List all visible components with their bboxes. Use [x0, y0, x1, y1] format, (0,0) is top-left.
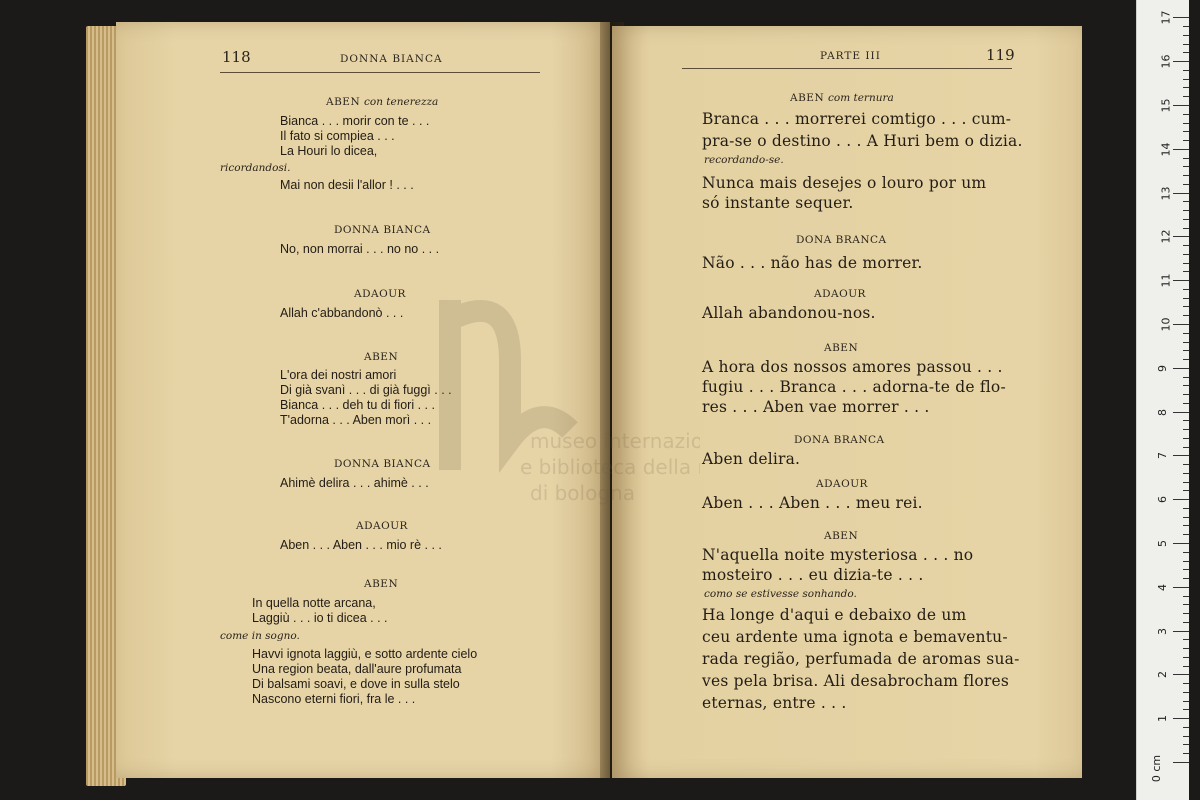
ruler-tick	[1183, 508, 1189, 509]
ruler-tick	[1183, 96, 1189, 97]
stage-direction: como se estivesse sonhando.	[704, 588, 857, 600]
ruler-tick	[1183, 52, 1189, 53]
right-page	[612, 26, 1082, 778]
stage-direction: ricordandosi.	[220, 162, 291, 174]
ruler-tick	[1183, 219, 1189, 220]
speaker-label: ABEN con tenerezza	[326, 96, 439, 108]
ruler-tick	[1183, 525, 1189, 526]
ruler-tick	[1183, 79, 1189, 80]
ruler-tick	[1183, 228, 1189, 229]
speaker-label: ADAOUR	[356, 520, 408, 532]
ruler-tick	[1183, 359, 1189, 360]
ruler-tick	[1183, 131, 1189, 132]
ruler-tick	[1183, 736, 1189, 737]
ruler-tick	[1183, 648, 1189, 649]
ruler-number: 4	[1156, 583, 1169, 591]
ruler-tick	[1173, 105, 1189, 106]
ruler-tick	[1183, 692, 1189, 693]
ruler-number: 15	[1159, 98, 1173, 113]
prose-line: Branca . . . morrerei comtigo . . . cum-	[702, 110, 1012, 128]
left-page-number: 118	[222, 48, 251, 66]
ruler-tick	[1183, 254, 1189, 255]
ruler-tick	[1183, 447, 1189, 448]
verse-line: In quella notte arcana,	[252, 596, 376, 610]
speaker-label: DONA BRANCA	[794, 434, 885, 446]
ruler-tick	[1183, 315, 1189, 316]
prose-line: mosteiro . . . eu dizia-te . . .	[702, 566, 924, 584]
ruler-tick	[1173, 674, 1189, 675]
ruler-tick	[1183, 350, 1189, 351]
ruler-tick	[1183, 657, 1189, 658]
ruler-tick	[1183, 210, 1189, 211]
ruler-number: 6	[1156, 496, 1169, 504]
stage-direction: recordando-se.	[704, 154, 784, 166]
ruler-tick	[1183, 490, 1189, 491]
prose-line: N'aquella noite mysteriosa . . . no	[702, 546, 974, 564]
ruler-tick	[1183, 298, 1189, 299]
speaker-label: ADAOUR	[354, 288, 406, 300]
speaker-label: ABEN com ternura	[790, 92, 894, 104]
verse-line: No, non morrai . . . no no . . .	[280, 242, 440, 256]
ruler-tick	[1183, 482, 1189, 483]
ruler-tick	[1183, 727, 1189, 728]
ruler-tick	[1183, 552, 1189, 553]
ruler-tick	[1183, 394, 1189, 395]
ruler-number: 7	[1156, 452, 1169, 460]
ruler-number: 2	[1156, 671, 1169, 679]
ruler-number: 5	[1156, 540, 1169, 547]
ruler-tick	[1183, 123, 1189, 124]
prose-line: ves pela brisa. Ali desabrocham flores	[702, 672, 1010, 690]
speaker-label: DONNA BIANCA	[334, 224, 431, 236]
prose-line: Allah abandonou-nos.	[702, 304, 876, 322]
ruler-tick	[1173, 368, 1189, 369]
ruler-tick	[1183, 534, 1189, 535]
ruler-tick	[1183, 271, 1189, 272]
ruler-tick	[1183, 753, 1189, 754]
ruler-tick	[1183, 342, 1189, 343]
ruler-tick	[1183, 420, 1189, 421]
ruler-number: 14	[1159, 142, 1173, 157]
verse-line: Di balsami soavi, e dove in sulla stelo	[252, 677, 460, 691]
ruler-tick	[1183, 263, 1189, 264]
ruler-tick	[1183, 403, 1189, 404]
ruler-tick	[1183, 26, 1189, 27]
prose-line: rada região, perfumada de aromas sua-	[702, 650, 1020, 668]
speaker-label: DONA BRANCA	[796, 234, 887, 246]
ruler-tick	[1183, 473, 1189, 474]
ruler-tick	[1183, 245, 1189, 246]
prose-line: Ha longe d'aqui e debaixo de um	[702, 606, 967, 624]
prose-line: Nunca mais desejes o louro por um	[702, 174, 987, 192]
ruler-tick	[1183, 604, 1189, 605]
ruler-unit-label: 0 cm	[1150, 754, 1164, 783]
prose-line: Não . . . não has de morrer.	[702, 254, 923, 272]
ruler-tick	[1183, 578, 1189, 579]
verse-line: Bianca . . . deh tu di fiori . . .	[280, 398, 435, 412]
ruler-tick	[1183, 709, 1189, 710]
ruler-number: 1	[1156, 715, 1169, 723]
ruler-tick	[1173, 236, 1189, 237]
ruler-tick	[1173, 193, 1189, 194]
ruler-number: 9	[1156, 364, 1169, 372]
ruler-tick	[1173, 412, 1189, 413]
ruler-number: 16	[1159, 54, 1173, 69]
right-running-head: PARTE III	[820, 50, 881, 62]
prose-line: eternas, entre . . .	[702, 694, 847, 712]
measurement-ruler	[1136, 0, 1189, 800]
right-page-number: 119	[986, 46, 1015, 64]
verse-line: Ahimè delira . . . ahimè . . .	[280, 476, 429, 490]
ruler-tick	[1183, 184, 1189, 185]
verse-line: Bianca . . . morir con te . . .	[280, 114, 430, 128]
verse-line: Nascono eterni fiori, fra le . . .	[252, 692, 416, 706]
ruler-tick	[1183, 140, 1189, 141]
ruler-tick	[1183, 701, 1189, 702]
ruler-tick	[1183, 44, 1189, 45]
ruler-tick	[1183, 333, 1189, 334]
ruler-tick	[1183, 114, 1189, 115]
ruler-tick	[1183, 613, 1189, 614]
verse-line: La Houri lo dicea,	[280, 144, 378, 158]
speaker-label: ABEN	[824, 342, 859, 354]
ruler-tick	[1183, 666, 1189, 667]
right-header-rule	[682, 68, 1012, 69]
prose-line: só instante sequer.	[702, 194, 854, 212]
verse-line: Mai non desii l'allor ! . . .	[280, 178, 414, 192]
prose-line: A hora dos nossos amores passou . . .	[702, 358, 1003, 376]
prose-line: pra-se o destino . . . A Huri bem o dizia.	[702, 132, 1023, 150]
ruler-tick	[1183, 87, 1189, 88]
ruler-tick	[1183, 639, 1189, 640]
verse-line: Aben . . . Aben . . . mio rè . . .	[280, 538, 442, 552]
ruler-tick	[1173, 149, 1189, 150]
ruler-number: 11	[1159, 273, 1173, 288]
speaker-label: DONNA BIANCA	[334, 458, 431, 470]
verse-line: Di già svanì . . . di già fuggì . . .	[280, 383, 452, 397]
ruler-tick	[1183, 385, 1189, 386]
prose-line: Aben delira.	[702, 450, 801, 468]
ruler-tick	[1183, 517, 1189, 518]
prose-line: ceu ardente uma ignota e bemaventu-	[702, 628, 1008, 646]
ruler-tick	[1173, 499, 1189, 500]
verse-line: Havvi ignota laggiù, e sotto ardente cielo	[252, 647, 478, 661]
ruler-tick	[1173, 762, 1189, 763]
ruler-number: 8	[1156, 408, 1169, 416]
ruler-tick	[1173, 543, 1189, 544]
ruler-number: 12	[1159, 229, 1173, 244]
ruler-tick	[1183, 464, 1189, 465]
ruler-tick	[1183, 175, 1189, 176]
verse-line: Il fato si compiea . . .	[280, 129, 395, 143]
ruler-number: 10	[1159, 317, 1173, 332]
ruler-tick	[1183, 158, 1189, 159]
speaker-label: ABEN	[364, 351, 399, 363]
ruler-tick	[1183, 596, 1189, 597]
ruler-tick	[1173, 587, 1189, 588]
ruler-number: 17	[1159, 10, 1173, 25]
ruler-tick	[1183, 35, 1189, 36]
ruler-tick	[1173, 61, 1189, 62]
prose-line: res . . . Aben vae morrer . . .	[702, 398, 930, 416]
ruler-tick	[1183, 561, 1189, 562]
ruler-tick	[1173, 17, 1189, 18]
left-running-head: DONNA BIANCA	[340, 53, 443, 65]
ruler-tick	[1183, 683, 1189, 684]
speaker-label: ADAOUR	[816, 478, 868, 490]
ruler-tick	[1183, 289, 1189, 290]
verse-line: Una region beata, dall'aure profumata	[252, 662, 462, 676]
ruler-tick	[1183, 438, 1189, 439]
ruler-tick	[1183, 306, 1189, 307]
prose-line: fugiu . . . Branca . . . adorna-te de flo-	[702, 378, 1006, 396]
verse-line: T'adorna . . . Aben morì . . .	[280, 413, 432, 427]
ruler-number: 13	[1159, 186, 1173, 201]
left-page	[116, 22, 610, 778]
ruler-tick	[1183, 569, 1189, 570]
ruler-tick	[1183, 70, 1189, 71]
ruler-tick	[1173, 455, 1189, 456]
ruler-tick	[1173, 631, 1189, 632]
stage-direction: come in sogno.	[220, 630, 300, 642]
speaker-label: ABEN	[364, 578, 399, 590]
prose-line: Aben . . . Aben . . . meu rei.	[702, 494, 923, 512]
ruler-tick	[1173, 718, 1189, 719]
ruler-tick	[1173, 324, 1189, 325]
speaker-label: ADAOUR	[814, 288, 866, 300]
ruler-tick	[1183, 201, 1189, 202]
speaker-label: ABEN	[824, 530, 859, 542]
verse-line: L'ora dei nostri amori	[280, 368, 397, 382]
ruler-tick	[1183, 744, 1189, 745]
left-header-rule	[220, 72, 540, 73]
ruler-tick	[1183, 377, 1189, 378]
ruler-tick	[1183, 622, 1189, 623]
ruler-tick	[1173, 280, 1189, 281]
ruler-number: 3	[1156, 627, 1169, 635]
verse-line: Laggiù . . . io ti dicea . . .	[252, 611, 388, 625]
verse-line: Allah c'abbandonò . . .	[280, 306, 404, 320]
ruler-tick	[1183, 166, 1189, 167]
ruler-tick	[1183, 429, 1189, 430]
